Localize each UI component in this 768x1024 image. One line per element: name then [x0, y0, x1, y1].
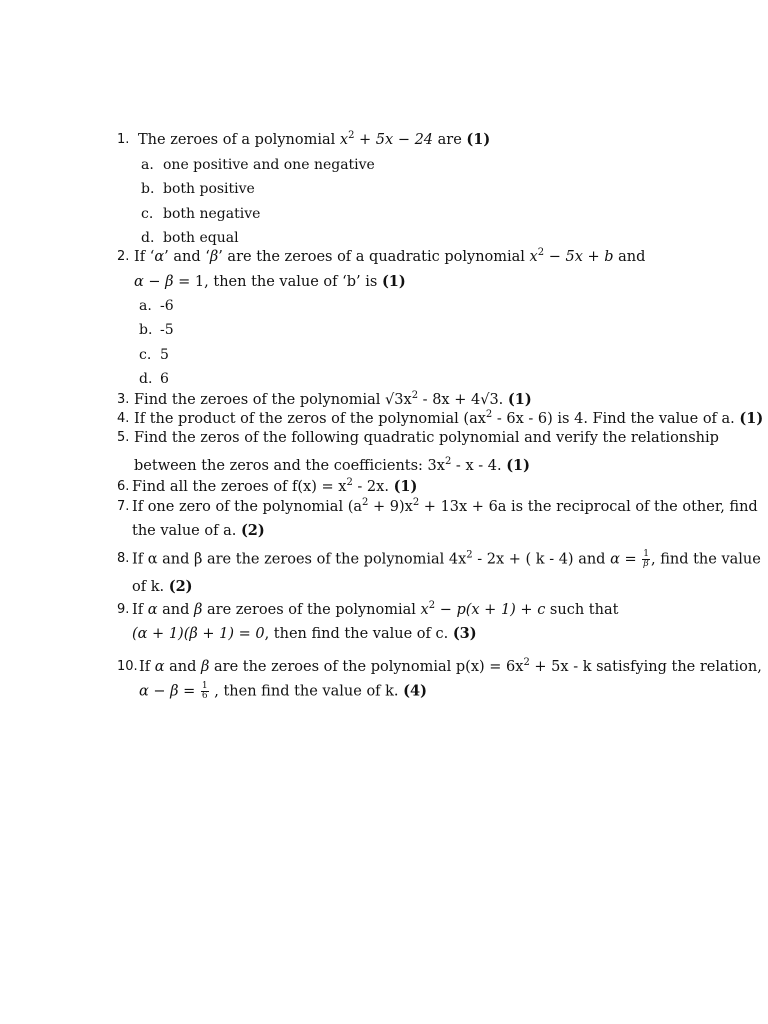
option-label: c. [139, 347, 152, 363]
question-7-line-2: the value of a. (2) [132, 522, 265, 539]
question-number: 3. [117, 392, 130, 407]
question-number: 5. [117, 430, 130, 445]
option-text: both negative [163, 206, 261, 222]
question-8-line-1: If α and β are the zeroes of the polynomial $4x^2 - 2x$ + ( k - 4) and α = $\frac{1}{\beta}$ , find the value [132, 549, 761, 569]
option-text: both positive [163, 181, 255, 197]
option-text: one positive and one negative [163, 157, 375, 173]
option-label: a. [139, 298, 152, 314]
option-label: d. [139, 371, 153, 387]
option-text: -5 [160, 322, 174, 338]
question-5-line-2: between the zeros and the coefficients: $3x^2$ - x - 4. (1) [134, 456, 530, 474]
option-text: 5 [160, 347, 169, 363]
question-number: 9. [117, 602, 130, 617]
question-4-text: If the product of the zeros of the polynomial $(ax^2 - 6x - 6)$ is 4. Find the value of a. (1) [134, 409, 764, 427]
question-8-line-2: of k. (2) [132, 578, 193, 595]
question-2-line-1: If ‘α’ and ‘β’ are the zeroes of a quadratic polynomial $x^2 - 5x + b$ and [134, 247, 646, 265]
question-7-line-1: If one zero of the polynomial $(a^2 + 9)x^2 + 13x + 6a$ is the reciprocal of the other, find [132, 497, 758, 515]
question-number: 10. [117, 659, 138, 674]
option-text: -6 [160, 298, 174, 314]
question-1-text: The zeroes of a polynomial $x^2 + 5x - 24$ are (1) [138, 130, 491, 148]
question-number: 8. [117, 551, 130, 566]
fraction: $\frac{1}{\beta}$ [643, 549, 649, 569]
question-9-line-2: (α + 1)(β + 1) = 0, then find the value of c. (3) [132, 625, 477, 642]
question-number: 1. [117, 132, 130, 147]
question-3-text: Find the zeroes of the polynomial $√3x^2 - 8x + 4√3$. (1) [134, 390, 532, 408]
option-text: both equal [163, 230, 239, 246]
option-label: d. [141, 230, 155, 246]
option-label: b. [141, 181, 155, 197]
option-label: b. [139, 322, 153, 338]
question-9-line-1: If α and β are zeroes of the polynomial $x^2 - p(x + 1) + c$ such that [132, 600, 619, 618]
question-2-line-2: α − β = 1, then the value of ‘b’ is (1) [134, 273, 406, 290]
fraction: $\frac{1}{6}$ [201, 681, 208, 701]
option-label: c. [141, 206, 154, 222]
question-number: 2. [117, 249, 130, 264]
question-number: 6. [117, 479, 130, 494]
question-10-line-2: α − β = $\frac{1}{6}$ , then find the value of k. (4) [139, 681, 427, 701]
question-number: 4. [117, 411, 130, 426]
question-5-line-1: Find the zeros of the following quadratic polynomial and verify the relationship [134, 430, 719, 446]
question-number: 7. [117, 499, 130, 514]
option-text: 6 [160, 371, 169, 387]
option-label: a. [141, 157, 154, 173]
question-10-line-1: If α and β are the zeroes of the polynomial $p(x) = 6x^2 + 5x - k$ satisfying the relation, [139, 657, 762, 675]
question-6-text: Find all the zeroes of $f(x) = x^2 - 2x$. (1) [132, 477, 418, 495]
